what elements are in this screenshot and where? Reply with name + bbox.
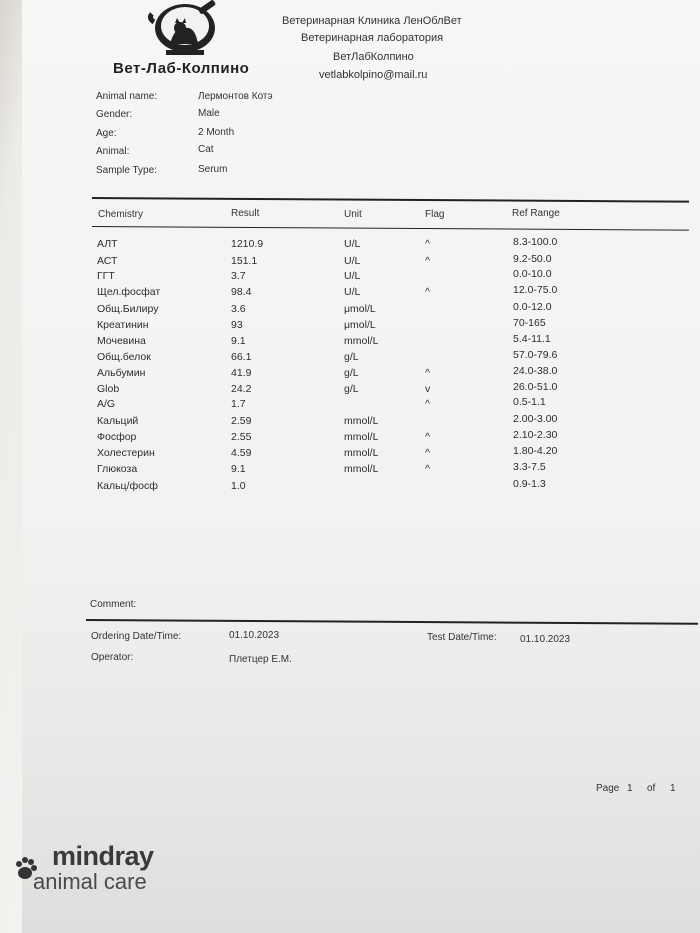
row-result: 1.7: [231, 398, 246, 410]
row-unit: g/L: [344, 351, 359, 363]
row-unit: mmol/L: [344, 335, 379, 347]
comment-label: Comment:: [90, 599, 137, 610]
cat-logo-icon: [140, 0, 230, 58]
row-ref-range: 2.00-3.00: [513, 413, 558, 425]
row-result: 9.1: [231, 463, 246, 475]
row-unit: μmol/L: [344, 319, 376, 331]
clinic-name: Ветеринарная Клиника ЛенОблВет: [282, 15, 462, 27]
row-ref-range: 1.80-4.20: [513, 445, 558, 457]
row-unit: U/L: [344, 255, 361, 267]
row-ref-range: 5.4-11.1: [513, 333, 551, 345]
row-chemistry: Глюкоза: [97, 463, 138, 475]
row-result: 9.1: [231, 335, 246, 347]
row-ref-range: 70-165: [513, 317, 546, 329]
row-flag: ^: [425, 238, 430, 250]
row-result: 2.59: [231, 415, 252, 427]
test-date-label: Test Date/Time:: [427, 632, 497, 643]
row-chemistry: A/G: [97, 398, 116, 410]
row-ref-range: 0.9-1.3: [513, 478, 546, 490]
row-chemistry: Щел.фосфат: [97, 286, 161, 298]
row-chemistry: Общ.белок: [97, 351, 151, 363]
row-chemistry: Кальц/фосф: [97, 480, 158, 492]
row-result: 24.2: [231, 383, 252, 395]
row-ref-range: 2.10-2.30: [513, 429, 558, 441]
row-ref-range: 26.0-51.0: [513, 381, 558, 393]
animal-label: Animal:: [96, 146, 130, 157]
row-unit: g/L: [344, 383, 359, 395]
row-unit: μmol/L: [344, 303, 376, 315]
row-chemistry: Фосфор: [97, 431, 137, 443]
operator-label: Operator:: [91, 652, 134, 663]
col-header-unit: Unit: [344, 209, 362, 220]
row-chemistry: Альбумин: [97, 367, 146, 379]
brand-mindray: mindray: [52, 841, 154, 871]
row-unit: g/L: [344, 367, 359, 379]
clinic-short-name: ВетЛабКолпино: [333, 51, 414, 63]
row-ref-range: 0.0-12.0: [513, 301, 552, 313]
row-chemistry: Креатинин: [97, 319, 149, 331]
col-header-result: Result: [231, 208, 260, 219]
row-chemistry: АСТ: [97, 255, 118, 267]
row-ref-range: 3.3-7.5: [513, 461, 546, 473]
row-ref-range: 0.0-10.0: [513, 268, 552, 280]
page-of-label: of: [647, 783, 656, 794]
row-chemistry: Glob: [97, 383, 120, 395]
col-header-flag: Flag: [425, 209, 445, 220]
page-number: 1: [627, 783, 633, 794]
row-ref-range: 8.3-100.0: [513, 236, 558, 248]
col-header-ref-range: Ref Range: [512, 208, 560, 219]
row-unit: U/L: [344, 238, 361, 250]
row-result: 41.9: [231, 367, 252, 379]
row-flag: v: [425, 383, 431, 395]
row-ref-range: 0.5-1.1: [513, 396, 546, 408]
row-chemistry: АЛТ: [97, 238, 118, 250]
row-result: 66.1: [231, 351, 252, 363]
row-flag: ^: [425, 431, 430, 443]
row-chemistry: Холестерин: [97, 447, 155, 459]
row-ref-range: 24.0-38.0: [513, 365, 558, 377]
animal-value: Cat: [198, 144, 214, 155]
row-flag: ^: [425, 447, 430, 459]
ordering-date-value: 01.10.2023: [229, 630, 280, 641]
sample-type-value: Serum: [198, 164, 228, 175]
row-unit: mmol/L: [344, 415, 379, 427]
row-result: 1.0: [231, 480, 246, 492]
row-flag: ^: [425, 255, 430, 267]
row-flag: ^: [425, 463, 430, 475]
clinic-email: vetlabkolpino@mail.ru: [319, 69, 428, 81]
page-total: 1: [670, 783, 676, 794]
gender-value: Male: [198, 108, 220, 119]
gender-label: Gender:: [96, 109, 133, 120]
row-unit: U/L: [344, 286, 361, 298]
age-label: Age:: [96, 128, 117, 139]
lab-name: Ветеринарная лаборатория: [301, 32, 444, 44]
row-chemistry: Общ.Билиру: [97, 303, 159, 315]
row-unit: mmol/L: [344, 463, 379, 475]
row-result: 151.1: [231, 255, 258, 267]
brand-animal-care: animal care: [33, 869, 147, 894]
row-ref-range: 12.0-75.0: [513, 284, 558, 296]
row-result: 1210.9: [231, 238, 264, 250]
row-flag: ^: [425, 398, 430, 410]
row-result: 2.55: [231, 431, 252, 443]
page-label: Page: [596, 783, 620, 794]
age-value: 2 Month: [198, 127, 235, 138]
row-result: 4.59: [231, 447, 252, 459]
row-unit: mmol/L: [344, 447, 379, 459]
row-result: 3.6: [231, 303, 246, 315]
row-result: 98.4: [231, 286, 252, 298]
row-flag: ^: [425, 286, 430, 298]
row-flag: ^: [425, 367, 430, 379]
ordering-date-label: Ordering Date/Time:: [91, 631, 182, 642]
col-header-chemistry: Chemistry: [98, 209, 144, 220]
row-chemistry: Кальций: [97, 415, 139, 427]
row-chemistry: Мочевина: [97, 335, 146, 347]
animal-name-value: Лермонтов Котэ: [198, 91, 273, 102]
row-ref-range: 57.0-79.6: [513, 349, 558, 361]
operator-value: Плетцер Е.М.: [229, 654, 292, 665]
animal-name-label: Animal name:: [96, 91, 158, 102]
row-unit: U/L: [344, 270, 361, 282]
row-unit: mmol/L: [344, 431, 379, 443]
row-result: 93: [231, 319, 243, 331]
clinic-logo-text: Вет-Лаб-Колпино: [113, 60, 250, 77]
sample-type-label: Sample Type:: [96, 165, 157, 176]
row-chemistry: ГГТ: [97, 270, 115, 282]
row-ref-range: 9.2-50.0: [513, 253, 552, 265]
test-date-value: 01.10.2023: [520, 634, 571, 645]
row-result: 3.7: [231, 270, 246, 282]
